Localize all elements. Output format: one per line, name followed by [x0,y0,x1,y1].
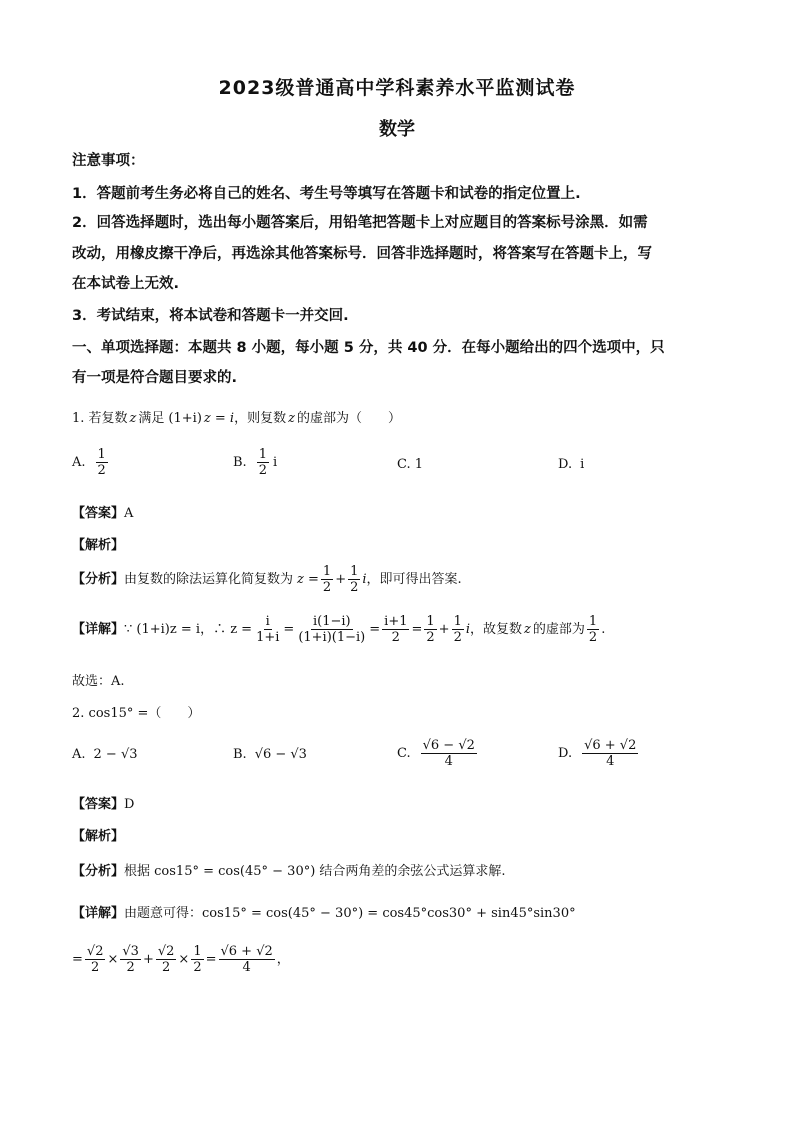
q2-fenxi-text: 根据 cos15° = cos(45° − 30°) 结合两角差的余弦公式运算求解. [124,864,506,879]
q1-answer [72,503,724,525]
q1-fenxi-eq: z = [297,571,319,587]
q2-xiangjie-continued: = $\frac{√2}{2}$ × $\frac{√3}{2}$ + $\frac{√2}{2}$ × $\frac{1}{2}$ = $\frac{√6 + √2}{4}$ ， [72,944,290,975]
q1-cond2: z = i [203,411,235,426]
q1-xj-frac-1 [254,614,281,645]
q1-option-c [397,457,423,472]
q1-xj-f2-num: i(1−i) [312,614,351,629]
q2-option-b-label: B. [233,747,247,762]
q2-frac-4 [191,944,203,975]
q1-xj-frac-5: $\frac{1}{2}$ [453,614,462,645]
q1-option-d-value: i [580,457,585,472]
q2-option-b-value: √6 − √3 [254,747,307,762]
notice-item-2-line-2: 改动，用橡皮擦干净后，再选涂其他答案标号．回答非选择题时，将答案写在答题卡上，写 [72,246,652,262]
q2-frac-3 [156,944,177,975]
q1-xj-tail: ，故复数 [470,621,523,637]
q1-var-z: z [129,411,137,426]
q1-xj-frac-2 [296,614,367,645]
q2-analysis-tag: 【解析】 [72,829,125,844]
q2-option-c-fraction [421,738,477,769]
q2-option-c-label: C. [397,746,411,761]
q1-answer-tag: 【答案】 [72,506,125,521]
section-heading-line-2: 有一项是符合题目要求的. [72,370,238,386]
q2-option-d-num: √6 + √2 [584,738,637,753]
notice-item-1: 1．答题前考生务必将自己的姓名、考生号等填写在答题卡和试卷的指定位置上. [72,186,581,202]
notice-item-3: 3．考试结束，将本试卷和答题卡一并交回. [72,308,349,324]
q1-xj-f2-den: (1+i)(1−i) [298,630,366,645]
q2-option-d-label: D. [558,746,573,761]
q1-option-c-label: C. 1 [397,457,424,472]
q1-xj-frac-4: $\frac{1}{2}$ [426,614,435,645]
q1-xj-frac-3 [382,614,409,645]
q2-frac-1-den: 2 [91,960,100,975]
q1-option-b-den: 2 [258,463,267,478]
q1-option-b-label: B. [233,455,247,470]
q1-xj-f1-num: i [265,614,270,629]
q2-xiangjie-text: 由题意可得：cos15° = cos(45° − 30°) = cos45°cos30° + sin45°sin30° [124,906,576,921]
q1-option-b [233,447,277,478]
q1-xj-z: z [524,621,531,637]
q2-answer-tag: 【答案】 [72,797,125,812]
q2-fenxi [72,861,724,883]
q1-xj-because: ∵ (1+i)z = i [124,621,201,637]
q1-prefix: 1. 若复数 [72,411,128,426]
q1-conclusion: 故选：A. [72,674,125,689]
q2-xiangjie [72,903,724,925]
q2-frac-4-den: 2 [193,960,202,975]
q1-mid2: ，则复数 [234,411,287,426]
q1-option-a-label: A. [72,455,86,470]
q1-option-b-num: 1 [258,447,267,462]
q1-fenxi-frac-1: $\frac{1}{2}$ [322,564,332,595]
q2-fenxi-tag: 【分析】 [72,864,125,879]
q1-option-d-label: D. [558,457,573,472]
q1-xiangjie: 【详解】 ∵ (1+i)z = i ，∴ z = $\frac{i}{1+i}$ = $\frac{i(1-i)}{(1+i)(1-i)}$ = $\frac{i+1}{2}$ = $\frac{1}{2}$ + $\frac{1}{2}$ i ，故复数 z 的虚部为 $\frac{1}{2}$ . [72,614,606,645]
q1-option-b-fraction [257,447,269,478]
q2-frac-3-den: 2 [161,960,171,975]
q2-option-d [558,738,640,769]
q2-frac-2-num: √3 [122,944,139,959]
q1-option-a-fraction [96,447,108,478]
q2-frac-5 [219,944,275,975]
q2-option-a-label: A. [72,747,86,762]
q1-fenxi-text: 由复数的除法运算化简复数为 [124,571,294,587]
q1-cond: (1+i) [168,411,202,426]
q1-suffix: 的虚部为（ ） [296,411,401,426]
q2-answer-value: D [124,797,135,812]
q1-xj-frac-result: $\frac{1}{2}$ [588,614,598,645]
q2-frac-3-num: √2 [157,944,175,959]
q2-option-a-value: 2 − √3 [93,747,138,762]
q1-option-a [72,447,110,478]
q1-option-b-i: i [272,455,278,470]
q2-option-c-den: 4 [444,754,453,769]
q2-option-a [72,747,138,762]
q2-answer [72,794,724,816]
q2-option-b [233,747,307,762]
notice-item-2-line-3: 在本试卷上无效. [72,276,180,292]
q1-option-d [558,457,584,472]
q2-frac-1-num: √2 [86,944,104,959]
q2-frac-5-num: √6 + √2 [220,944,273,959]
q1-fenxi-tag: 【分析】 [72,571,125,587]
q1-xj-f1-den: 1+i [256,630,280,645]
q2-option-c-num: √6 − √2 [422,738,475,753]
q2-frac-2 [120,944,141,975]
q2-xiangjie-tag: 【详解】 [72,906,125,921]
section-heading-line-1: 一、单项选择题：本题共 8 小题，每小题 5 分，共 40 分．在每小题给出的四个选项中，只 [72,340,665,356]
question-1-stem [72,408,724,430]
q2-option-d-fraction [582,738,638,769]
q1-answer-value: A [124,506,134,521]
q2-frac-5-den: 4 [242,960,251,975]
q2-frac-2-den: 2 [126,960,135,975]
q1-xiangjie-tag: 【详解】 [72,621,125,637]
q1-xj-f3-den: 2 [391,630,400,645]
q2-option-d-den: 4 [606,754,615,769]
q1-xj-tail2: 的虚部为 [532,621,585,637]
q1-fenxi-tail: ，即可得出答案. [366,571,462,587]
q1-xj-f3-num: i+1 [384,614,408,629]
q1-option-a-num: 1 [97,447,106,462]
q2-frac-1 [85,944,106,975]
notice-heading: 注意事项： [72,153,145,169]
notice-item-2-line-1: 2．回答选择题时，选出每小题答案后，用铅笔把答题卡上对应题目的答案标号涂黑．如需 [72,215,648,231]
q1-xj-therefore: ，∴ z = [200,621,253,637]
q1-fenxi-frac-2: $\frac{1}{2}$ [350,564,359,595]
subject-title: 数学 [379,119,415,140]
q1-mid1: 满足 [138,411,165,426]
question-2-stem: 2. cos15° =（ ） [72,706,201,721]
q1-option-a-den: 2 [97,463,106,478]
q1-analysis-tag: 【解析】 [72,538,125,553]
exam-title: 2023级普通高中学科素养水平监测试卷 [218,77,576,99]
q2-frac-4-num: 1 [193,944,202,959]
q2-option-c [397,738,479,769]
q1-fenxi: 【分析】 由复数的除法运算化简复数为 z = $\frac{1}{2}$ + $\frac{1}{2}$ i ，即可得出答案. [72,564,462,595]
q1-var-z2: z [288,411,295,426]
